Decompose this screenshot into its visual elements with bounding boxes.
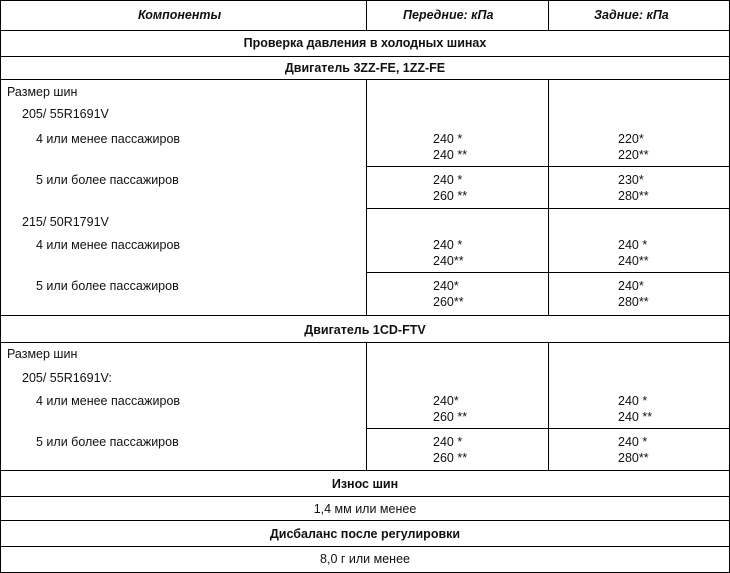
- e1-divider-1: [366, 79, 367, 315]
- e1-a-row2-front1: 240 *: [433, 173, 463, 187]
- e2-row2-rear2: 280**: [618, 451, 649, 465]
- e1-b-row1-front1: 240 *: [433, 238, 463, 252]
- section-wear: Износ шин: [331, 477, 399, 491]
- e2-row1-rear1: 240 *: [618, 394, 648, 408]
- e1-b-row2-front2: 260**: [433, 295, 464, 309]
- rule-engine1: [0, 79, 730, 80]
- e1-b-row2-front1: 240*: [433, 279, 459, 293]
- e2-row2-front1: 240 *: [433, 435, 463, 449]
- e1-a-row1-rear1: 220*: [618, 132, 644, 146]
- wear-value: 1,4 мм или менее: [313, 502, 417, 516]
- header-front: Передние: кПа: [403, 8, 494, 22]
- e1-a-row1-front1: 240 *: [433, 132, 463, 146]
- e2-row2-label: 5 или более пассажиров: [36, 435, 179, 449]
- section-balance: Дисбаланс после регулировки: [269, 527, 461, 541]
- e1-a-row2-rear1: 230*: [618, 173, 644, 187]
- e1-b-row2-label: 5 или более пассажиров: [36, 279, 179, 293]
- header-divider-1: [366, 0, 367, 30]
- e1-size-label: Размер шин: [7, 85, 78, 99]
- rule-header: [0, 30, 730, 31]
- e2-divider-1: [366, 342, 367, 470]
- rule-engine2-top: [0, 315, 730, 316]
- e1-b-row1-rear1: 240 *: [618, 238, 648, 252]
- e2-size-label: Размер шин: [7, 347, 78, 361]
- border-top: [0, 0, 730, 1]
- e2-row2-rear1: 240 *: [618, 435, 648, 449]
- e2-row1-label: 4 или менее пассажиров: [36, 394, 181, 408]
- balance-value: 8,0 г или менее: [320, 552, 410, 566]
- e1-a-row1-label: 4 или менее пассажиров: [36, 132, 181, 146]
- e1-a-row2-label: 5 или более пассажиров: [36, 173, 179, 187]
- section-cold-check: Проверка давления в холодных шинах: [243, 36, 487, 50]
- e1-b-row1-rear2: 240**: [618, 254, 649, 268]
- e2-row1-front2: 260 **: [433, 410, 468, 424]
- header-components: Компоненты: [138, 8, 222, 22]
- header-rear: Задние: кПа: [594, 8, 669, 22]
- e2-divider-2: [548, 342, 549, 470]
- e1-a-row2-front2: 260 **: [433, 189, 468, 203]
- e1-b-row2-rear2: 280**: [618, 295, 649, 309]
- e1-size-b: 215/ 50R1791V: [22, 215, 109, 229]
- e1-b-row1-label: 4 или менее пассажиров: [36, 238, 181, 252]
- rule-balance: [0, 546, 730, 547]
- rule-wear: [0, 496, 730, 497]
- section-engine2: Двигатель 1CD-FTV: [304, 323, 426, 337]
- header-divider-2: [548, 0, 549, 30]
- e1-divider-2: [548, 79, 549, 315]
- e1-b-row1-front2: 240**: [433, 254, 464, 268]
- rule-balance-top: [0, 520, 730, 521]
- e2-row2-front2: 260 **: [433, 451, 468, 465]
- section-engine1: Двигатель 3ZZ-FE, 1ZZ-FE: [284, 61, 446, 75]
- rule-wear-top: [0, 470, 730, 471]
- e1-b-row2-rear1: 240*: [618, 279, 644, 293]
- e1-a-row1-rear2: 220**: [618, 148, 649, 162]
- e2-row1-rear2: 240 **: [618, 410, 653, 424]
- rule-cold-check: [0, 56, 730, 57]
- e1-a-row1-front2: 240 **: [433, 148, 468, 162]
- e1-size-a: 205/ 55R1691V: [22, 107, 109, 121]
- e2-size-a: 205/ 55R1691V:: [22, 371, 112, 385]
- e1-a-row2-rear2: 280**: [618, 189, 649, 203]
- e2-row1-front1: 240*: [433, 394, 459, 408]
- rule-engine2: [0, 342, 730, 343]
